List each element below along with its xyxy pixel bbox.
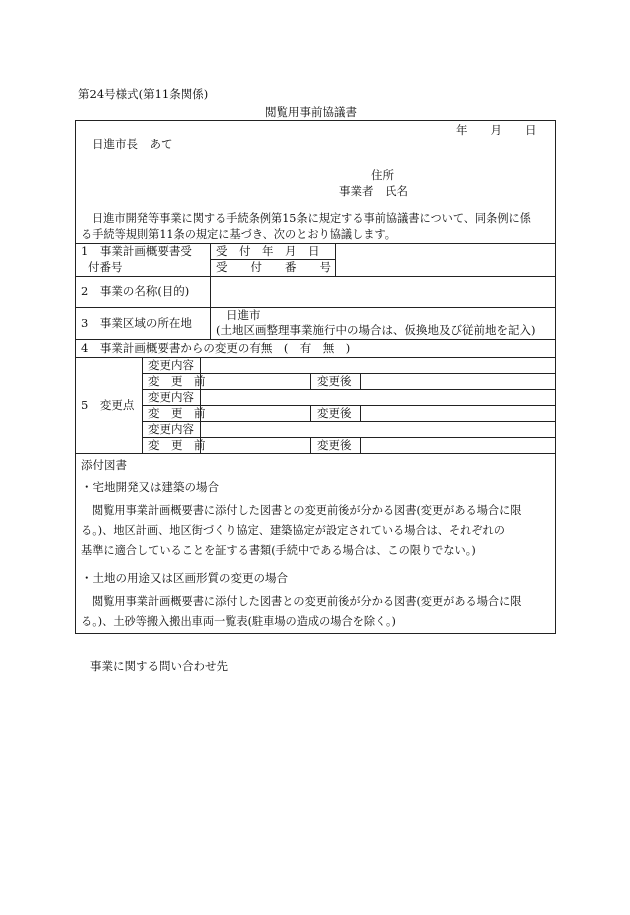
attachments-section1-title: ・宅地開発又は建築の場合 xyxy=(81,480,219,494)
change-content-label: 変更内容 xyxy=(148,358,194,372)
intro-line-2: る手続等規則第11条の規定に基づき、次のとおり協議します。 xyxy=(81,228,396,241)
applicant-label: 事業者 氏名 xyxy=(339,184,408,198)
row3-value-line2: (土地区画整理事業施行中の場合は、仮換地及び従前地を記入) xyxy=(216,323,536,337)
address-label: 住所 xyxy=(371,168,394,182)
change-after-label: 変更後 xyxy=(317,406,352,420)
attachments-section1-line1: 閲覧用事業計画概要書に添付した図書との変更前後が分かる図書(変更がある場合に限 xyxy=(92,504,522,517)
form-frame xyxy=(75,120,556,634)
change-content-label: 変更内容 xyxy=(148,390,194,404)
row4-label: 4 事業計画概要書からの変更の有無 ( 有 無 ) xyxy=(81,341,351,355)
contact-label: 事業に関する問い合わせ先 xyxy=(90,659,228,673)
attachments-section2-line1: 閲覧用事業計画概要書に添付した図書との変更前後が分かる図書(変更がある場合に限 xyxy=(92,595,522,608)
row3-value-line1: 日進市 xyxy=(226,308,261,322)
row1-label-line1: 1 事業計画概要書受 xyxy=(81,244,192,258)
attachments-heading: 添付図書 xyxy=(81,458,127,472)
row3-label: 3 事業区域の所在地 xyxy=(81,316,192,330)
row5-label: 5 変更点 xyxy=(81,398,135,412)
attachments-section1-line3: 基準に適合していることを証する書類(手続中である場合は、この限りでない。) xyxy=(81,544,476,557)
intro-line-1: 日進市開発等事業に関する手続条例第15条に規定する事前協議書について、同条例に係 xyxy=(92,212,531,225)
form-number: 第24号様式(第11条関係) xyxy=(78,87,209,101)
row1-label-line2: 付番号 xyxy=(88,260,123,274)
attachments-section2-title: ・土地の用途又は区画形質の変更の場合 xyxy=(81,571,288,585)
page-title: 閲覧用事前協議書 xyxy=(265,105,357,119)
attachments-section1-line2: る。)、地区計画、地区街づくり協定、建築協定が設定されている場合は、それぞれの xyxy=(81,524,505,537)
addressee: 日進市長 あて xyxy=(92,137,173,151)
change-before-label: 変 更 前 xyxy=(148,406,206,420)
change-after-label: 変更後 xyxy=(317,374,352,388)
attachments-section2-line2: る。)、土砂等搬入搬出車両一覧表(駐車場の造成の場合を除く。) xyxy=(81,615,396,628)
change-content-label: 変更内容 xyxy=(148,422,194,436)
change-after-label: 変更後 xyxy=(317,438,352,452)
received-date-label: 受 付 年 月 日 xyxy=(216,244,320,258)
received-number-label: 受 付 番 号 xyxy=(216,260,331,274)
change-before-label: 変 更 前 xyxy=(148,374,206,388)
date-line: 年 月 日 xyxy=(456,123,537,137)
row2-label: 2 事業の名称(目的) xyxy=(81,284,190,298)
change-before-label: 変 更 前 xyxy=(148,438,206,452)
